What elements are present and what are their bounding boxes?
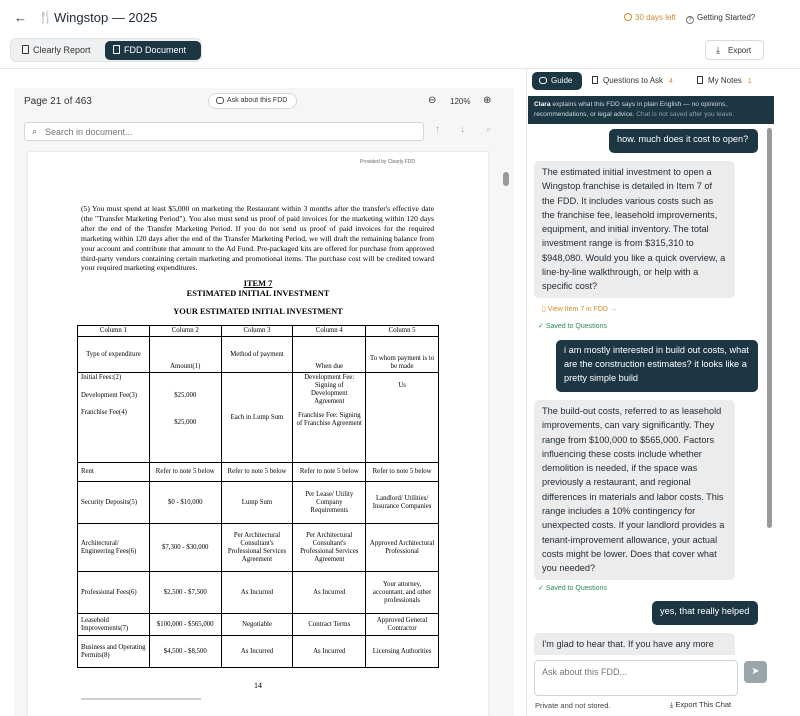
table-cell: Negotiable bbox=[221, 614, 293, 636]
table-cell: Refer to note 5 below bbox=[149, 463, 221, 482]
help-icon: ? bbox=[686, 16, 694, 24]
getting-started-link[interactable]: ? Getting Started? bbox=[686, 13, 755, 24]
user-message: how. much does it cost to open? bbox=[609, 129, 758, 153]
table-cell: $4,500 - $8,500 bbox=[149, 636, 221, 668]
table-cell: Business and Operating Permits(8) bbox=[78, 636, 150, 668]
table-cell: As Incurred bbox=[221, 572, 293, 614]
table-row bbox=[78, 373, 439, 463]
table-cell: $25,000 $25,000 bbox=[149, 373, 221, 463]
privacy-note: Private and not stored. bbox=[535, 701, 611, 710]
table-cell: Your attorney, accountant, and other professionals bbox=[366, 572, 439, 614]
table-row bbox=[78, 636, 439, 668]
table-cell: Column 4 bbox=[293, 326, 366, 337]
fork-knife-icon: 🍴 bbox=[38, 10, 53, 24]
document-icon bbox=[113, 45, 120, 54]
chat-bubble-icon bbox=[539, 77, 547, 84]
table-cell: As Incurred bbox=[293, 572, 366, 614]
table-cell: Us bbox=[366, 373, 439, 463]
view-item-link[interactable]: ▯ View Item 7 in FDD → bbox=[542, 306, 617, 313]
table-cell: Leasehold Improvements(7) bbox=[78, 614, 150, 636]
table-row bbox=[78, 572, 439, 614]
table-cell: $100,000 - $565,000 bbox=[149, 614, 221, 636]
previous-match-icon[interactable]: ↑ bbox=[435, 124, 440, 135]
send-button[interactable] bbox=[744, 661, 767, 683]
table-title: YOUR ESTIMATED INITIAL INVESTMENT bbox=[173, 307, 343, 316]
table-row bbox=[78, 337, 439, 373]
item-number: ITEM 7 bbox=[243, 279, 273, 288]
table-cell: Per Lease/ Utility Company Requirements bbox=[293, 482, 366, 524]
pane-divider[interactable] bbox=[526, 69, 527, 716]
table-cell: Column 1 bbox=[78, 326, 150, 337]
table-cell: Per Architectural Consultant's Professional Services Agreement bbox=[221, 524, 293, 572]
trial-days-badge: 30 days left bbox=[624, 13, 676, 22]
saved-status: ✓ Saved to Questions bbox=[538, 323, 607, 330]
table-cell: $2,500 - $7,500 bbox=[149, 572, 221, 614]
table-cell: Type of expenditure bbox=[78, 337, 150, 373]
zoom-out-icon[interactable]: ⊖ bbox=[428, 95, 437, 106]
table-cell: To whom payment is to be made bbox=[366, 337, 439, 373]
table-cell: Architectural/ Engineering Fees(6) bbox=[78, 524, 150, 572]
document-search bbox=[24, 122, 424, 141]
table-cell: Licensing Authorities bbox=[366, 636, 439, 668]
table-cell: Landlord/ Utilities/ Insurance Companies bbox=[366, 482, 439, 524]
table-cell: Refer to note 5 below bbox=[293, 463, 366, 482]
table-cell: As Incurred bbox=[221, 636, 293, 668]
tab-guide[interactable]: Guide bbox=[532, 72, 582, 90]
table-cell: Rent bbox=[78, 463, 150, 482]
investment-table bbox=[77, 325, 439, 668]
export-button[interactable]: ⤓ Export bbox=[705, 40, 764, 60]
back-arrow-icon[interactable]: ← bbox=[14, 10, 27, 25]
user-message: yes, that really helped bbox=[652, 601, 758, 625]
table-cell: Development Fee: Signing of Development Agreement Franchise Fee: Signing of Franchise Agreement bbox=[293, 373, 366, 463]
page-title: Wingstop — 2025 bbox=[54, 10, 158, 25]
table-row bbox=[78, 524, 439, 572]
export-chat-button[interactable]: ⤓ Export This Chat bbox=[670, 700, 732, 709]
pdf-page-number: 14 bbox=[254, 681, 262, 690]
send-icon: ➤ bbox=[751, 666, 760, 677]
table-cell: Approved Architectural Professional bbox=[366, 524, 439, 572]
page-count: Page 21 of 463 bbox=[24, 96, 92, 107]
chat-scrollbar[interactable] bbox=[767, 128, 772, 528]
table-cell: Refer to note 5 below bbox=[366, 463, 439, 482]
table-cell: Per Architectural Consultant's Professional Services Agreement bbox=[293, 524, 366, 572]
zoom-level: 120% bbox=[450, 97, 471, 106]
table-cell: Column 3 bbox=[221, 326, 293, 337]
table-cell: Refer to note 5 below bbox=[221, 463, 293, 482]
user-message: i am mostly interested in build out costs, what are the construction estimates? it looks like a pretty simple build bbox=[556, 340, 758, 392]
download-icon: ⤓ bbox=[716, 45, 720, 55]
table-row bbox=[78, 614, 439, 636]
tab-my-notes[interactable]: My Notes 1 bbox=[697, 72, 752, 90]
app-header bbox=[0, 0, 800, 36]
chat-tabs bbox=[532, 72, 772, 91]
tab-fdd-document[interactable]: FDD Document bbox=[105, 41, 201, 60]
assistant-message: The estimated initial investment to open a Wingstop franchise is detailed in Item 7 of the FDD. It includes various costs such as the franchise fee, leasehold improvements, equipment, and initial inventory. The total investment range is from $315,310 to $948,080. Would you like a quick overview, a line-by-line walkthrough, or help with a specific cost? bbox=[534, 161, 735, 298]
notes-count: 1 bbox=[747, 78, 752, 85]
table-cell: Professional Fees(6) bbox=[78, 572, 150, 614]
chat-input[interactable] bbox=[542, 665, 732, 679]
assistant-info-banner: Clara explains what this FDD says in plain English — no opinions, recommendations, or legal advice. Chat is not saved after you leave. bbox=[528, 96, 774, 124]
chat-composer bbox=[534, 660, 738, 696]
search-icon: ⌕ bbox=[32, 126, 38, 136]
item-title: ESTIMATED INITIAL INVESTMENT bbox=[186, 289, 330, 298]
table-cell: Column 5 bbox=[366, 326, 439, 337]
chat-bubble-icon bbox=[216, 97, 224, 104]
document-icon: ▯ bbox=[542, 306, 548, 313]
table-row bbox=[78, 326, 439, 337]
download-icon: ⤓ bbox=[670, 700, 676, 709]
search-go-icon[interactable]: ⌕ bbox=[486, 124, 492, 134]
table-cell: As Incurred bbox=[293, 636, 366, 668]
clock-icon bbox=[624, 13, 632, 21]
tab-clearly-report[interactable]: Clearly Report bbox=[14, 41, 108, 60]
table-row bbox=[78, 482, 439, 524]
document-icon bbox=[22, 45, 29, 54]
table-cell: Method of payment bbox=[221, 337, 293, 373]
clipboard-icon bbox=[592, 76, 598, 84]
tab-questions-to-ask[interactable]: Questions to Ask 4 bbox=[590, 72, 673, 90]
table-cell: Initial Fees:(2) Development Fee(3) Franchise Fee(4) bbox=[78, 373, 150, 463]
table-cell: $0 - $10,000 bbox=[149, 482, 221, 524]
table-row bbox=[78, 463, 439, 482]
pdf-footer-text bbox=[81, 698, 201, 700]
zoom-in-icon[interactable]: ⊕ bbox=[483, 95, 492, 106]
table-cell: $7,300 - $30,000 bbox=[149, 524, 221, 572]
table-cell: Amount(1) bbox=[149, 337, 221, 373]
header-divider bbox=[0, 68, 800, 69]
document-search-input[interactable] bbox=[45, 125, 415, 139]
questions-count: 4 bbox=[669, 78, 673, 85]
document-scrollbar[interactable] bbox=[503, 172, 509, 186]
note-icon bbox=[697, 76, 703, 84]
assistant-message: The build-out costs, referred to as leasehold improvements, can vary significantly. They range from $100,000 to $565,000. Factors influencing these costs include whether demolition is needed, if the space was previously a restaurant, and regional differences in materials and labor costs. This range includes a 10% contingency for unexpected costs. If your landlord provides a tenant-improvement allowance, your actual costs might be lower. Does that cover what you needed? bbox=[534, 400, 735, 580]
table-cell: Approved General Contractor bbox=[366, 614, 439, 636]
pdf-paragraph: (5) You must spend at least $5,000 on marketing the Restaurant within 3 months after the transfer's effective date (the "Transfer Marketing Period"). You also must send us proof of paid invoices for the marketing within 120 days after the end of the Transfer Marketing Period. If you do not send us proof of paid invoices for the required marketing within 120 days after the end of the Transfer Marketing Period, we will draft the remaining balance from your account and contribute that amount to the Ad Fund. Pre-packaged kits are offered for purchase from approved third-party vendors containing certain marketing and promotional items. The purchase cost will be credited toward your required marketing expenditures. bbox=[81, 204, 434, 273]
view-switcher bbox=[10, 38, 202, 62]
table-cell: Security Deposits(5) bbox=[78, 482, 150, 524]
watermark-provided-by: Provided by Clearly FDD bbox=[360, 159, 416, 165]
next-match-icon[interactable]: ↓ bbox=[460, 124, 465, 135]
table-cell: Column 2 bbox=[149, 326, 221, 337]
table-cell: Lump Sum bbox=[221, 482, 293, 524]
table-cell: When due bbox=[293, 337, 366, 373]
table-cell: Contract Terms bbox=[293, 614, 366, 636]
table-cell: Each in Lump Sum bbox=[221, 373, 293, 463]
pdf-page bbox=[28, 152, 488, 716]
ask-about-fdd-button[interactable]: Ask about this FDD bbox=[208, 93, 297, 109]
saved-status: ✓ Saved to Questions bbox=[538, 585, 607, 592]
assistant-message: I'm glad to hear that. If you have any more bbox=[534, 633, 735, 655]
